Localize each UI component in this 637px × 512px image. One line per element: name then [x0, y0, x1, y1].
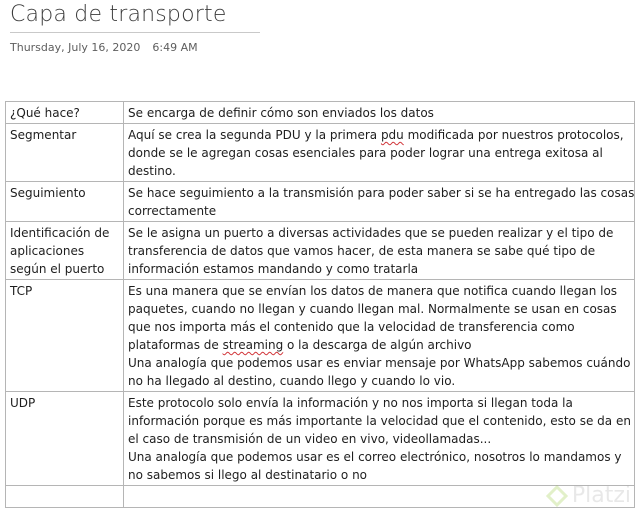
term-cell[interactable]: [6, 182, 124, 222]
description-line: [128, 104, 630, 122]
table-row: [6, 486, 635, 508]
title-underline: [10, 32, 260, 33]
description-cell[interactable]: [124, 182, 635, 222]
description-cell[interactable]: [124, 102, 635, 124]
term-text: aplicaciones: [10, 244, 85, 258]
description-text: Se hace seguimiento a la transmisión para poder saber si se ha entregado las cosas: [128, 186, 635, 200]
notes-table[interactable]: [5, 101, 635, 508]
description-line: [128, 354, 630, 372]
table-row: [6, 124, 635, 182]
description-line: [128, 202, 630, 220]
description-text: plataformas de: [128, 338, 223, 352]
description-line: [128, 126, 630, 144]
description-line: [128, 162, 630, 180]
term-text: Identificación de: [10, 226, 110, 240]
description-text: paquetes, cuando no llegan y cuando llegan mal. Normalmente se usan en cosas: [128, 302, 617, 316]
description-cell[interactable]: [124, 124, 635, 182]
term-text: TCP: [10, 284, 33, 298]
description-line: [128, 336, 630, 354]
table-row: [6, 280, 635, 392]
platzi-watermark: [546, 483, 631, 508]
description-line: [128, 448, 630, 466]
description-line: [128, 300, 630, 318]
table-row: [6, 392, 635, 486]
description-text: no ha llegado al destino, cuando llego y cuando lo vio.: [128, 374, 456, 388]
description-line: [128, 260, 630, 278]
table-row: [6, 182, 635, 222]
page-time: 6:49 AM: [152, 41, 198, 54]
term-text: ¿Qué hace?: [10, 106, 80, 120]
description-line: [128, 372, 630, 390]
table-row: [6, 102, 635, 124]
spellcheck-word: streaming: [222, 338, 284, 352]
watermark-text: Platzi: [571, 483, 631, 508]
description-line: [128, 466, 630, 484]
description-line: [128, 394, 630, 412]
description-text: Es una manera que se envían los datos de manera que notifica cuando llegan los: [128, 284, 618, 298]
description-text: Se encarga de definir cómo son enviados los datos: [128, 106, 434, 120]
term-cell[interactable]: [6, 486, 124, 508]
term-cell[interactable]: [6, 222, 124, 280]
description-line: [128, 184, 635, 202]
page-datetime: [10, 41, 198, 54]
page-date: Thursday, July 16, 2020: [10, 41, 141, 54]
description-line: [128, 242, 630, 260]
platzi-logo-icon: [546, 485, 568, 507]
description-text: transferencia de datos que vamos hacer, de esta manera se sabe qué tipo de: [128, 244, 596, 258]
description-text: modificada por nuestros protocolos,: [403, 128, 624, 142]
term-text: según el puerto: [10, 262, 105, 276]
spellcheck-word: pdu: [380, 128, 404, 142]
description-text: o la descarga de algún archivo: [283, 338, 472, 352]
term-text: UDP: [10, 396, 36, 410]
description-text: destino.: [128, 164, 176, 178]
description-text: correctamente: [128, 204, 217, 218]
description-text: Aquí se crea la segunda PDU y la primera: [128, 128, 381, 142]
description-text: Este protocolo solo envía la información y no nos importa si llegan toda la: [128, 396, 573, 410]
description-text: no sabemos si llego al destinatario o no: [128, 468, 368, 482]
description-text: que nos importa más el contenido que la velocidad de transferencia como: [128, 320, 575, 334]
description-text: el caso de transmisión de un video en vivo, videollamadas...: [128, 432, 492, 446]
term-text: Seguimiento: [10, 186, 86, 200]
description-line: [128, 282, 630, 300]
term-text: Segmentar: [10, 128, 77, 142]
description-text: Una analogía que podemos usar es enviar mensaje por WhatsApp sabemos cuándo: [128, 356, 631, 370]
description-text: Una analogía que podemos usar es el correo electrónico, nosotros lo mandamos y: [128, 450, 622, 464]
description-text: información estamos mandando y como tratarla: [128, 262, 419, 276]
description-cell[interactable]: [124, 222, 635, 280]
term-cell[interactable]: [6, 102, 124, 124]
description-line: [128, 318, 630, 336]
notes-table-body: [6, 102, 635, 508]
description-cell[interactable]: [124, 392, 635, 486]
description-text: donde se le agregan cosas esenciales para poder lograr una entrega exitosa al: [128, 146, 603, 160]
term-cell[interactable]: [6, 280, 124, 392]
description-text: Se le asigna un puerto a diversas actividades que se pueden realizar y el tipo de: [128, 226, 614, 240]
description-line: [128, 412, 630, 430]
term-cell[interactable]: [6, 124, 124, 182]
description-text: información porque es más importante la velocidad que el contenido, esto se da en: [128, 414, 631, 428]
term-cell[interactable]: [6, 392, 124, 486]
table-row: [6, 222, 635, 280]
description-line: [128, 144, 630, 162]
description-cell[interactable]: [124, 280, 635, 392]
page-title[interactable]: Capa de transporte: [10, 2, 227, 27]
description-line: [128, 224, 630, 242]
description-line: [128, 430, 630, 448]
